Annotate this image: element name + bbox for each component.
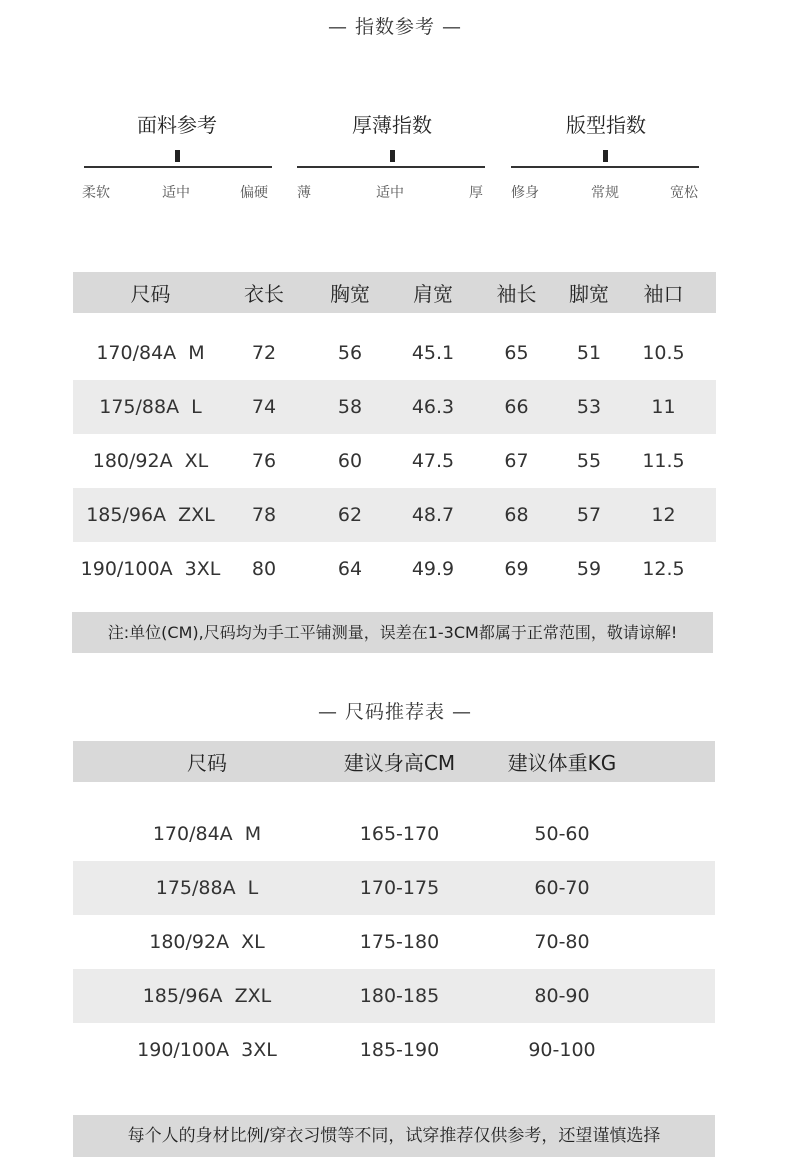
index-scale-marker xyxy=(603,150,608,162)
table-cell: 170/84A M xyxy=(96,342,205,364)
index-scale-line xyxy=(511,166,699,168)
table-cell-empty xyxy=(666,1023,715,1077)
recommend-section-title xyxy=(0,697,790,724)
table-cell: 180/92A XL xyxy=(92,450,209,472)
recommend-note: 每个人的身材比例/穿衣习惯等不同，试穿推荐仅供参考，还望谨慎选择 xyxy=(73,1115,715,1157)
index-label-high: 偏硬 xyxy=(240,185,268,201)
table-cell: 62 xyxy=(300,488,400,542)
index-scale-line xyxy=(84,166,272,168)
table-cell: 170/84A M xyxy=(152,823,262,845)
index-scale-labels xyxy=(511,182,701,206)
table-cell: 180/92A XL xyxy=(149,931,265,953)
index-scale-labels xyxy=(82,182,272,206)
index-title-text: 指数参考 xyxy=(354,16,435,38)
header-cell: 胸宽 xyxy=(300,272,400,313)
table-cell: 78 xyxy=(228,488,300,542)
table-cell: 90-100 xyxy=(528,1039,596,1061)
table-cell-empty xyxy=(666,861,715,915)
index-scale xyxy=(297,140,487,170)
index-group-fit xyxy=(511,110,701,206)
index-group-thickness xyxy=(297,110,487,206)
spacer-cell xyxy=(73,782,715,807)
table-row xyxy=(73,861,715,915)
index-label-low: 柔软 xyxy=(82,185,110,201)
recommend-table xyxy=(73,741,715,1077)
table-cell: 59 xyxy=(576,558,602,580)
header-cell: 建议身高CM xyxy=(341,741,458,782)
table-cell: 64 xyxy=(337,558,363,580)
table-cell: 70-80 xyxy=(534,931,590,953)
header-cell: 脚宽 xyxy=(567,272,611,313)
index-label-mid: 常规 xyxy=(591,185,619,201)
table-cell: 180-185 xyxy=(341,969,458,1023)
index-scale-line xyxy=(297,166,485,168)
table-cell: 11.5 xyxy=(642,450,685,472)
index-scale xyxy=(82,140,272,170)
table-cell: 53 xyxy=(567,380,611,434)
table-cell: 80-90 xyxy=(458,969,666,1023)
table-cell: 48.7 xyxy=(400,488,466,542)
table-row xyxy=(73,915,715,969)
spacer-cell xyxy=(73,313,716,326)
table-cell: 60-70 xyxy=(458,861,666,915)
index-group-title: 面料参考 xyxy=(137,113,217,137)
title-dash-right: — xyxy=(445,701,473,723)
table-cell: 68 xyxy=(466,488,567,542)
table-row xyxy=(73,807,715,861)
table-cell: 56 xyxy=(337,342,363,364)
recommend-title-text: 尺码推荐表 xyxy=(344,701,445,723)
title-dash-left: — xyxy=(327,16,355,38)
table-cell: 51 xyxy=(576,342,602,364)
table-row xyxy=(73,434,716,488)
table-cell: 55 xyxy=(576,450,602,472)
header-cell: 肩宽 xyxy=(400,272,466,313)
table-cell: 49.9 xyxy=(411,558,455,580)
index-scale-labels xyxy=(297,182,487,206)
index-label-high: 宽松 xyxy=(670,185,698,201)
index-group-title: 版型指数 xyxy=(566,113,646,137)
table-cell: 66 xyxy=(466,380,567,434)
index-section-title xyxy=(0,12,790,39)
table-cell: 185/96A ZXL xyxy=(73,488,228,542)
recommend-table-header xyxy=(73,741,715,782)
table-spacer xyxy=(73,782,715,807)
table-cell: 69 xyxy=(504,558,529,580)
index-scale-marker xyxy=(175,150,180,162)
index-label-low: 修身 xyxy=(511,185,539,201)
title-dash-left: — xyxy=(317,701,345,723)
table-cell: 46.3 xyxy=(400,380,466,434)
table-cell: 185/96A ZXL xyxy=(73,969,341,1023)
table-cell: 57 xyxy=(567,488,611,542)
header-cell: 袖长 xyxy=(466,272,567,313)
table-cell: 190/100A 3XL xyxy=(137,1039,277,1061)
table-cell: 175/88A L xyxy=(73,380,228,434)
table-cell: 65 xyxy=(504,342,529,364)
table-cell: 80 xyxy=(251,558,277,580)
index-label-mid: 适中 xyxy=(162,185,190,201)
table-row xyxy=(73,326,716,380)
measurement-note: 注:单位(CM),尺码均为手工平铺测量，误差在1-3CM都属于正常范围，敬请谅解! xyxy=(72,612,713,653)
header-cell: 衣长 xyxy=(228,272,300,313)
table-cell: 10.5 xyxy=(642,342,685,364)
index-scale-marker xyxy=(390,150,395,162)
table-cell: 50-60 xyxy=(534,823,590,845)
table-cell: 12 xyxy=(611,488,716,542)
table-cell: 74 xyxy=(228,380,300,434)
title-dash-right: — xyxy=(435,16,463,38)
table-cell: 67 xyxy=(504,450,529,472)
table-cell-empty xyxy=(666,969,715,1023)
table-cell: 190/100A 3XL xyxy=(80,558,221,580)
table-cell: 175/88A L xyxy=(73,861,341,915)
header-cell: 尺码 xyxy=(73,741,341,782)
index-group-title: 厚薄指数 xyxy=(352,113,432,137)
header-cell: 尺码 xyxy=(73,272,228,313)
table-cell-empty xyxy=(666,807,715,861)
table-row xyxy=(73,488,716,542)
index-label-mid: 适中 xyxy=(376,185,404,201)
table-cell: 76 xyxy=(251,450,277,472)
table-cell: 58 xyxy=(300,380,400,434)
table-cell: 170-175 xyxy=(341,861,458,915)
table-spacer xyxy=(73,313,716,326)
table-row xyxy=(73,1023,715,1077)
index-group-fabric xyxy=(82,110,272,206)
header-cell: 建议体重KG xyxy=(458,741,666,782)
table-cell: 165-170 xyxy=(359,823,440,845)
table-cell: 185-190 xyxy=(359,1039,440,1061)
table-cell-empty xyxy=(666,915,715,969)
index-label-low: 薄 xyxy=(297,185,311,201)
table-row xyxy=(73,969,715,1023)
index-scale xyxy=(511,140,701,170)
table-cell: 60 xyxy=(337,450,363,472)
size-table xyxy=(73,272,716,596)
table-row xyxy=(73,380,716,434)
header-cell: 袖口 xyxy=(611,272,716,313)
table-cell: 47.5 xyxy=(411,450,455,472)
table-row xyxy=(73,542,716,596)
table-cell: 72 xyxy=(251,342,277,364)
header-cell-empty xyxy=(666,741,715,782)
table-cell: 11 xyxy=(611,380,716,434)
table-cell: 175-180 xyxy=(359,931,440,953)
table-cell: 12.5 xyxy=(642,558,685,580)
size-table-header xyxy=(73,272,716,313)
table-cell: 45.1 xyxy=(411,342,455,364)
index-label-high: 厚 xyxy=(469,185,483,201)
